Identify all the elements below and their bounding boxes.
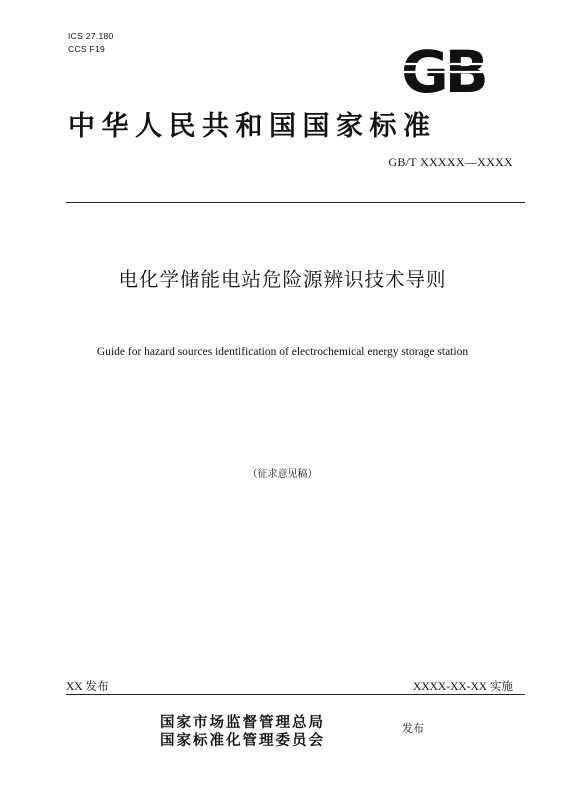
classification-codes [68, 30, 114, 56]
gb-logo-text: GB [401, 42, 485, 100]
ics-code: ICS 27.180 [68, 31, 114, 41]
issue-date: XX 发布 [66, 681, 109, 693]
issuer-sac: 国家标准化管理委员会 [160, 733, 325, 749]
gb-logo-icon [386, 42, 501, 100]
national-standard-heading: 中华人民共和国国家标准 [68, 111, 437, 142]
bottom-divider [66, 694, 525, 695]
document-title-chinese: 电化学储能电站危险源辨识技术导则 [118, 268, 447, 291]
document-title-english: Guide for hazard sources identification of electrochemical energy storage station [96, 346, 469, 358]
top-divider [66, 202, 525, 203]
publish-label: 发布 [402, 722, 424, 735]
draft-status: （征求意见稿） [247, 469, 318, 480]
standard-number: GB/T XXXXX—XXXX [388, 155, 513, 169]
gb-logo [386, 42, 501, 100]
issuer-samr: 国家市场监督管理总局 [160, 715, 325, 731]
ccs-code: CCS F19 [68, 44, 106, 54]
implementation-date: XXXX-XX-XX 实施 [413, 681, 513, 693]
